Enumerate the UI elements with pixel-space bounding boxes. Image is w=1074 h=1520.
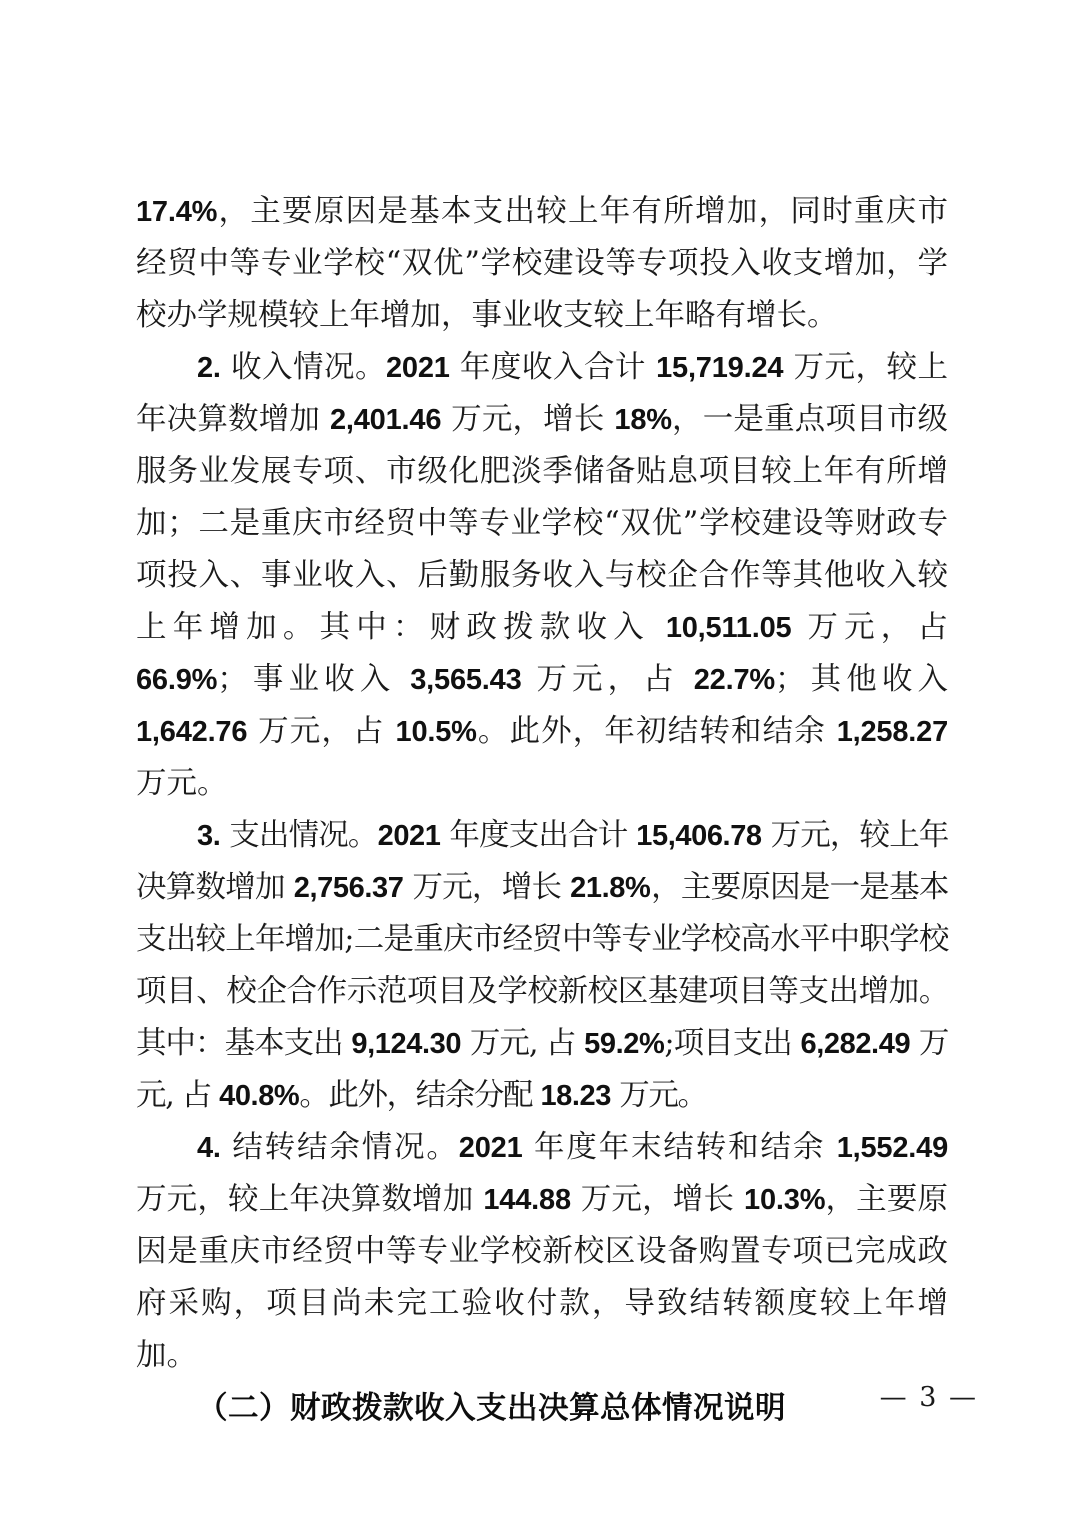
section-heading-2: （二）财政拨款收入支出决算总体情况说明 — [197, 1390, 786, 1426]
paragraph-item-4-carryover: 4. 结转结余情况。2021 年度年末结转和结余 1,552.49 万元，较上年决算数增加 144.88 万元，增长 10.3%，主要原因是重庆市经贸中等专业学校新校区设备购置专项已完成政府采购，项目尚未完工验收付款，导致结转额度较上年增加。 — [136, 1130, 949, 1373]
page-footer-number: — 3 — — [879, 1382, 978, 1413]
document-text-block — [136, 186, 948, 1434]
paragraph-continuation: 17.4%，主要原因是基本支出较上年有所增加，同时重庆市经贸中等专业学校“双优”学校建设等专项投入收支增加，学校办学规模较上年增加，事业收支较上年略有增长。 — [136, 194, 948, 333]
paragraph-item-2-income: 2. 收入情况。2021 年度收入合计 15,719.24 万元，较上年决算数增加 2,401.46 万元，增长 18%，一是重点项目市级服务业发展专项、市级化肥淡季储备贴息项目较上年有所增加；二是重庆市经贸中等专业学校“双优”学校建设等财政专项投入、事业收入、后勤服务收入与校企合作等其他收入较上年增加。其中：财政拨款收入 10,511.05 万元，占 66.9%；事业收入 3,565.43 万元，占 22.7%；其他收入 1,642.76 万元，占 10.5%。此外，年初结转和结余 1,258.27 万元。 — [136, 350, 949, 801]
paragraph-item-3-expenditure: 3. 支出情况。2021 年度支出合计 15,406.78 万元，较上年决算数增加 2,756.37 万元，增长 21.8%，主要原因是一是基本支出较上年增加;二是重庆市经贸中等专业学校高水平中职学校项目、校企合作示范项目及学校新校区基建项目等支出增加。其中：基本支出 9,124.30 万元, 占 59.2%;项目支出 6,282.49 万元, 占 40.8%。此外，结余分配 18.23 万元。 — [136, 818, 949, 1113]
